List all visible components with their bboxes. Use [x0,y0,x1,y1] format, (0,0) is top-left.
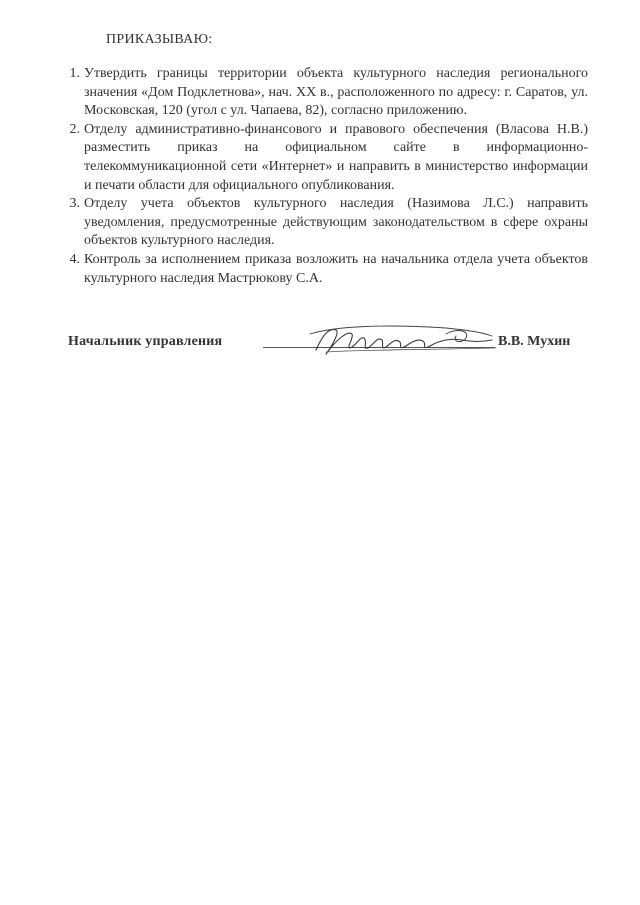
signature-block [68,320,588,364]
order-item [62,251,588,288]
order-heading: ПРИКАЗЫВАЮ: [106,32,213,47]
order-items-list [62,65,588,288]
item-text: Отделу учета объектов культурного наследия (Назимова Л.С.) направить уведомления, предусмотренные действующим законодательством в сфере охраны объектов культурного наследия. [84,196,588,249]
item-text: Отделу административно-финансового и правового обеспечения (Власова Н.В.) разместить приказ на официальном сайте в информационно-телекоммуникационной сети «Интернет» и направить в министерство информации и печати области для официального опубликования. [84,121,588,193]
item-number: 1. [69,66,80,81]
order-item [62,65,588,121]
item-number: 3. [69,196,80,212]
order-item [62,121,588,195]
order-item [62,195,588,251]
item-text: Утвердить границы территории объекта культурного наследия регионального значения «Дом Подклетнова», нач. XX в., расположенного по адресу: г. Саратов, ул. Московская, 120 (угол с ул. Чапаева, 82), согласно приложению. [84,66,588,119]
signer-name: В.В. Мухин [498,334,571,349]
item-number: 4. [69,251,80,267]
handwritten-signature [296,320,506,360]
signer-title: Начальник управления [68,334,223,349]
item-number: 2. [69,121,80,137]
item-text: Контроль за исполнением приказа возложить на начальника отдела учета объектов культурного наследия Мастрюкову С.А. [84,251,588,286]
